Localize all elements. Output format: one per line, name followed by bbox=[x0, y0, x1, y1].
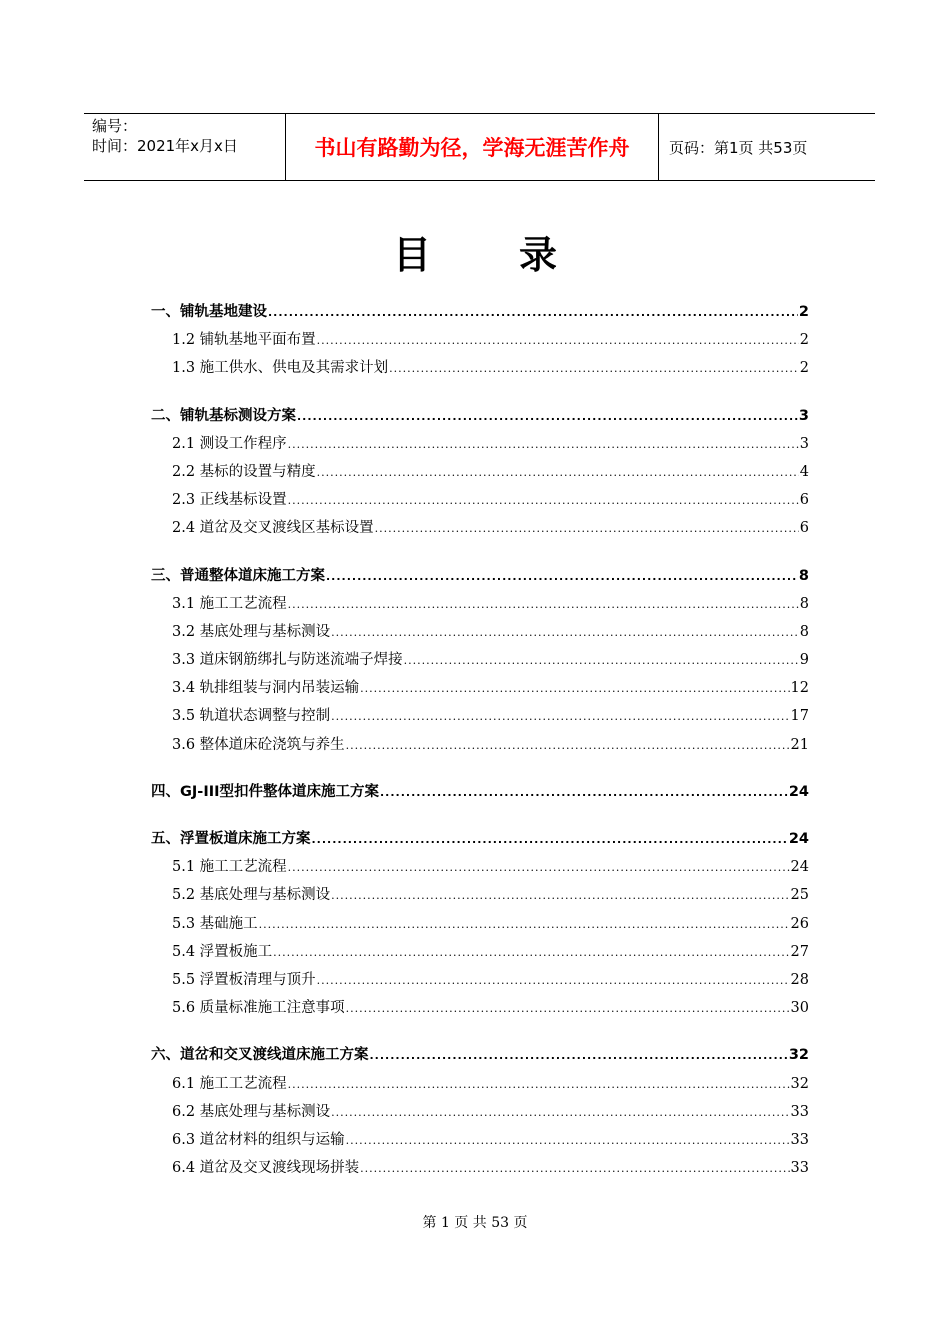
toc-dot-leader bbox=[268, 306, 798, 319]
toc-dot-leader bbox=[360, 682, 789, 695]
toc-page-number: 27 bbox=[790, 943, 809, 960]
toc-section-entry[interactable] bbox=[151, 516, 809, 544]
toc-section-entry[interactable] bbox=[151, 620, 809, 648]
toc-dot-leader bbox=[360, 1162, 789, 1175]
toc-entry-title: 3.3 道床钢筋绑扎与防迷流端子焊接 bbox=[172, 652, 403, 669]
toc-entry-title: 6.1 施工工艺流程 bbox=[172, 1075, 287, 1092]
toc-dot-leader bbox=[288, 1078, 790, 1091]
toc-page-number: 8 bbox=[799, 623, 809, 640]
toc-entry-title: 5.1 施工工艺流程 bbox=[172, 859, 287, 876]
toc-page-number: 33 bbox=[790, 1160, 809, 1177]
toc-section-entry[interactable] bbox=[151, 940, 809, 968]
toc-entry-title: 三、普通整体道床施工方案 bbox=[151, 567, 325, 584]
toc-page-number: 30 bbox=[790, 1000, 809, 1017]
toc-entry-title: 1.2 铺轨基地平面布置 bbox=[172, 332, 316, 349]
toc-page-number: 12 bbox=[790, 680, 809, 697]
toc-chapter-entry[interactable] bbox=[151, 780, 809, 808]
toc-page-number: 24 bbox=[788, 783, 809, 800]
toc-page-number: 21 bbox=[790, 736, 809, 753]
toc-dot-leader bbox=[317, 974, 790, 987]
header-left-cell bbox=[84, 114, 286, 180]
toc-page-number: 8 bbox=[798, 567, 809, 584]
toc-dot-leader bbox=[331, 710, 789, 723]
toc-section-entry[interactable] bbox=[151, 1100, 809, 1128]
toc-dot-leader bbox=[288, 438, 799, 451]
document-time-label: 时间：2021年x月x日 bbox=[92, 137, 238, 155]
toc-chapter-entry[interactable] bbox=[151, 1043, 809, 1071]
toc-section-entry[interactable] bbox=[151, 1072, 809, 1100]
toc-section-entry[interactable] bbox=[151, 704, 809, 732]
toc-entry-title: 5.5 浮置板清理与顶升 bbox=[172, 971, 316, 988]
toc-entry-title: 5.4 浮置板施工 bbox=[172, 943, 273, 960]
toc-page-number: 3 bbox=[799, 435, 809, 452]
toc-dot-leader bbox=[375, 522, 799, 535]
toc-entry-title: 3.5 轨道状态调整与控制 bbox=[172, 708, 331, 725]
toc-entry-title: 四、GJ-III型扣件整体道床施工方案 bbox=[151, 783, 379, 800]
toc-dot-leader bbox=[297, 410, 798, 423]
toc-entry-title: 二、铺轨基标测设方案 bbox=[151, 407, 296, 424]
page-header bbox=[84, 113, 875, 181]
toc-section-entry[interactable] bbox=[151, 855, 809, 883]
toc-dot-leader bbox=[259, 918, 790, 931]
toc-dot-leader bbox=[273, 946, 789, 959]
toc-section-entry[interactable] bbox=[151, 488, 809, 516]
toc-dot-leader bbox=[288, 598, 799, 611]
toc-section-entry[interactable] bbox=[151, 883, 809, 911]
toc-dot-leader bbox=[331, 626, 799, 639]
toc-chapter-entry[interactable] bbox=[151, 827, 809, 855]
toc-page-number: 28 bbox=[790, 971, 809, 988]
toc-entry-title: 3.2 基底处理与基标测设 bbox=[172, 623, 331, 640]
header-page-info: 页码：第1页 共53页 bbox=[669, 138, 808, 157]
toc-dot-leader bbox=[331, 1106, 789, 1119]
page-footer: 第 1 页 共 53 页 bbox=[422, 1215, 528, 1231]
toc-section-entry[interactable] bbox=[151, 356, 809, 384]
toc-page-number: 2 bbox=[798, 304, 809, 320]
toc-entry-title: 6.2 基底处理与基标测设 bbox=[172, 1103, 331, 1120]
toc-dot-leader bbox=[404, 654, 799, 667]
toc-dot-leader bbox=[288, 861, 790, 874]
toc-entry-title: 6.4 道岔及交叉渡线现场拼装 bbox=[172, 1160, 360, 1177]
toc-page-number: 2 bbox=[799, 332, 809, 349]
document-number-label: 编号： bbox=[92, 117, 138, 135]
toc-entry-title: 6.3 道岔材料的组织与运输 bbox=[172, 1131, 345, 1148]
toc-entry-title: 五、浮置板道床施工方案 bbox=[151, 831, 311, 847]
toc-section-entry[interactable] bbox=[151, 676, 809, 704]
toc-entry-title: 5.2 基底处理与基标测设 bbox=[172, 887, 331, 904]
toc-page-number: 26 bbox=[790, 915, 809, 932]
toc-chapter-entry[interactable] bbox=[151, 404, 809, 432]
toc-dot-leader bbox=[346, 1134, 790, 1147]
toc-entry-title: 六、道岔和交叉渡线道床施工方案 bbox=[151, 1047, 369, 1064]
page-title: 目录 bbox=[392, 233, 645, 277]
toc-page-number: 4 bbox=[799, 463, 809, 480]
toc-dot-leader bbox=[317, 466, 799, 479]
toc-entry-title: 5.3 基础施工 bbox=[172, 915, 258, 932]
toc-page-number: 17 bbox=[790, 708, 809, 725]
toc-page-number: 24 bbox=[788, 831, 809, 847]
toc-entry-title: 3.1 施工工艺流程 bbox=[172, 595, 287, 612]
toc-page-number: 32 bbox=[788, 1047, 809, 1064]
toc-entry-title: 2.1 测设工作程序 bbox=[172, 435, 287, 452]
toc-entry-title: 2.2 基标的设置与精度 bbox=[172, 463, 316, 480]
toc-dot-leader bbox=[389, 362, 799, 375]
toc-dot-leader bbox=[326, 570, 798, 583]
table-of-contents bbox=[151, 300, 809, 1184]
toc-chapter-entry[interactable] bbox=[151, 300, 809, 328]
toc-chapter-entry[interactable] bbox=[151, 564, 809, 592]
header-motto: 书山有路勤为径，学海无涯苦作舟 bbox=[286, 114, 659, 180]
toc-dot-leader bbox=[346, 739, 790, 752]
toc-page-number: 2 bbox=[799, 360, 809, 377]
toc-entry-title: 3.4 轨排组装与洞内吊装运输 bbox=[172, 680, 360, 697]
toc-section-entry[interactable] bbox=[151, 968, 809, 996]
toc-page-number: 33 bbox=[790, 1103, 809, 1120]
toc-page-number: 24 bbox=[790, 859, 809, 876]
toc-section-entry[interactable] bbox=[151, 432, 809, 460]
toc-section-entry[interactable] bbox=[151, 328, 809, 356]
toc-entry-title: 一、铺轨基地建设 bbox=[151, 304, 267, 320]
toc-page-number: 9 bbox=[799, 652, 809, 669]
toc-section-entry[interactable] bbox=[151, 912, 809, 940]
toc-dot-leader bbox=[312, 833, 788, 846]
toc-section-entry[interactable] bbox=[151, 648, 809, 676]
toc-page-number: 3 bbox=[798, 407, 809, 424]
toc-dot-leader bbox=[346, 1002, 790, 1015]
toc-dot-leader bbox=[370, 1049, 788, 1062]
toc-entry-title: 3.6 整体道床砼浇筑与养生 bbox=[172, 736, 345, 753]
toc-page-number: 33 bbox=[790, 1131, 809, 1148]
toc-section-entry[interactable] bbox=[151, 733, 809, 761]
toc-page-number: 6 bbox=[799, 520, 809, 537]
toc-entry-title: 2.3 正线基标设置 bbox=[172, 492, 287, 509]
toc-section-entry[interactable] bbox=[151, 460, 809, 488]
toc-section-entry[interactable] bbox=[151, 1156, 809, 1184]
toc-entry-title: 2.4 道岔及交叉渡线区基标设置 bbox=[172, 520, 374, 537]
toc-dot-leader bbox=[380, 786, 788, 799]
toc-page-number: 8 bbox=[799, 595, 809, 612]
toc-dot-leader bbox=[317, 334, 799, 347]
toc-page-number: 32 bbox=[790, 1075, 809, 1092]
toc-section-entry[interactable] bbox=[151, 996, 809, 1024]
toc-page-number: 6 bbox=[799, 492, 809, 509]
toc-dot-leader bbox=[288, 494, 799, 507]
toc-section-entry[interactable] bbox=[151, 592, 809, 620]
toc-entry-title: 5.6 质量标准施工注意事项 bbox=[172, 1000, 345, 1017]
toc-entry-title: 1.3 施工供水、供电及其需求计划 bbox=[172, 360, 389, 377]
toc-dot-leader bbox=[331, 889, 789, 902]
toc-page-number: 25 bbox=[790, 887, 809, 904]
toc-section-entry[interactable] bbox=[151, 1128, 809, 1156]
